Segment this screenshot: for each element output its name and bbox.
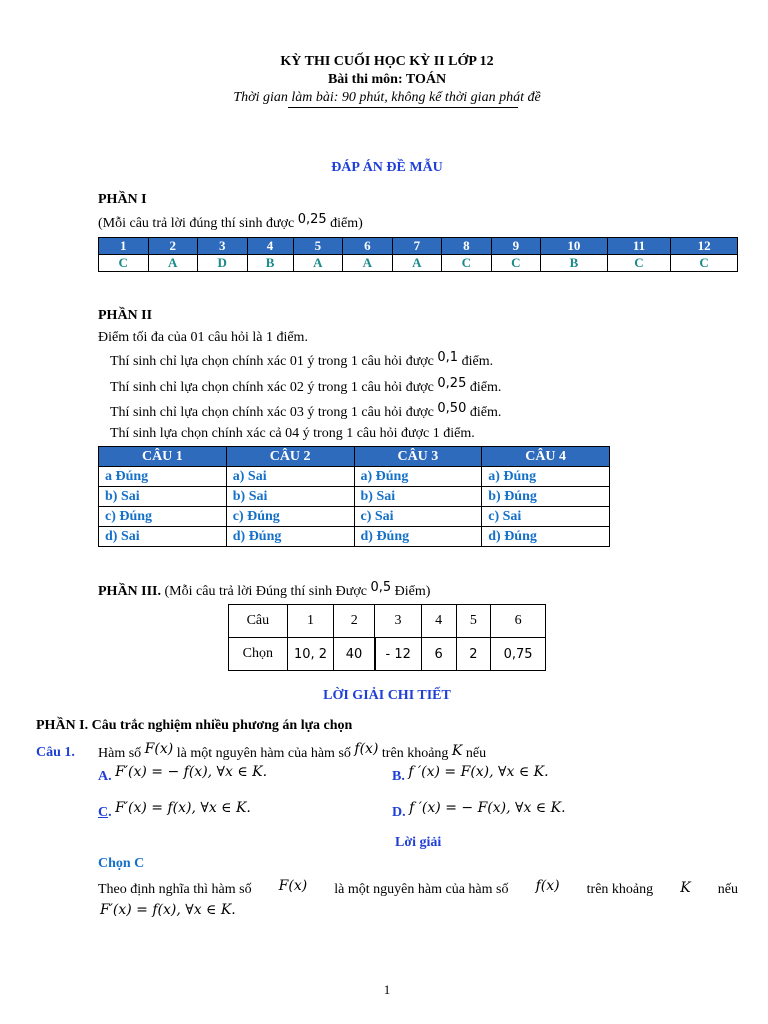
part1-question-cell: 4 xyxy=(247,238,293,255)
part3-answer-cell: 0,75 xyxy=(491,638,546,671)
part1-answer-cell: A xyxy=(392,255,442,272)
part2-answer-cell: c) Sai xyxy=(354,507,482,527)
part2-rule-1 xyxy=(110,350,494,370)
rule-text: Thí sinh chỉ lựa chọn chính xác 01 ý trong 1 câu hỏi được xyxy=(110,354,434,369)
rule-text: Thí sinh chỉ lựa chọn chính xác 02 ý trong 1 câu hỏi được xyxy=(110,380,434,395)
rule-value: 0,50 xyxy=(437,401,467,416)
part1-question-cell: 5 xyxy=(293,238,343,255)
page-number: 1 xyxy=(383,982,391,997)
option-label: C xyxy=(98,805,109,820)
part1-question-cell: 6 xyxy=(343,238,393,255)
option-formula: F′(x) = f(x), ∀x ∈ K. xyxy=(115,800,251,816)
q1-option-d[interactable] xyxy=(392,800,566,820)
rule-suffix: điểm. xyxy=(469,380,502,395)
part1-question-cell: 1 xyxy=(99,238,149,255)
part1-question-cell: 7 xyxy=(392,238,442,255)
rule-suffix: điểm. xyxy=(461,354,494,369)
q1-solution-label: Lời giải xyxy=(395,835,442,850)
part3-answer-cell: 2 xyxy=(456,638,491,671)
answer-key-title: ĐÁP ÁN ĐỀ MẪU xyxy=(331,160,443,175)
part1-heading: PHẦN I xyxy=(98,192,147,207)
part2-answer-table xyxy=(98,446,610,547)
part2-answer-cell: d) Đúng xyxy=(482,527,610,547)
part2-rule-2 xyxy=(110,376,502,396)
section1-heading: PHẦN I. Câu trắc nghiệm nhiều phương án lựa chọn xyxy=(36,718,353,733)
option-label-dot: . xyxy=(108,805,112,820)
part1-answer-cell: A xyxy=(343,255,393,272)
q1-stem-text: nếu xyxy=(465,746,487,761)
part2-answer-cell: b) Sai xyxy=(99,487,227,507)
q1-option-c[interactable] xyxy=(98,800,251,820)
option-formula: f ′(x) = F(x), ∀x ∈ K. xyxy=(408,764,549,780)
part3-question-row xyxy=(229,605,546,638)
rule-value: 0,25 xyxy=(437,376,467,391)
part2-table-row xyxy=(99,467,610,487)
part1-question-cell: 12 xyxy=(671,238,738,255)
explain-fx: f(x) xyxy=(535,878,560,894)
part1-question-cell: 2 xyxy=(148,238,198,255)
rule-value: 0,1 xyxy=(437,350,459,365)
part1-question-cell: 3 xyxy=(198,238,248,255)
part3-row-label: Chọn xyxy=(229,638,288,671)
solution-title: LỜI GIẢI CHI TIẾT xyxy=(323,688,451,703)
part2-heading: PHẦN II xyxy=(98,308,153,323)
q1-option-a[interactable] xyxy=(98,764,268,784)
part1-question-row xyxy=(99,238,738,255)
explain-text: nếu xyxy=(717,882,738,897)
part3-answer-row xyxy=(229,638,546,671)
explain-text: là một nguyên hàm của hàm số xyxy=(334,882,509,897)
q1-stem-K: K xyxy=(451,743,463,759)
part2-answer-cell: b) Sai xyxy=(226,487,354,507)
part3-question-cell: 3 xyxy=(375,605,422,638)
part1-note-suffix: điểm) xyxy=(330,216,363,231)
part1-answer-cell: D xyxy=(198,255,248,272)
q1-stem-text: trên khoảng xyxy=(381,746,449,761)
part3-answer-cell: - 12 xyxy=(375,638,422,671)
part1-note xyxy=(98,212,363,232)
part2-answer-cell: a) Đúng xyxy=(482,467,610,487)
part2-answer-cell: a) Sai xyxy=(226,467,354,487)
part2-answer-cell: d) Sai xyxy=(99,527,227,547)
part2-answer-cell: a) Đúng xyxy=(354,467,482,487)
part3-answer-cell: 6 xyxy=(421,638,456,671)
option-label: A. xyxy=(98,769,112,784)
rule-text: Thí sinh chỉ lựa chọn chính xác 03 ý trong 1 câu hỏi được xyxy=(110,405,434,420)
part3-question-cell: 6 xyxy=(491,605,546,638)
part1-answer-cell: A xyxy=(148,255,198,272)
part3-question-cell: 2 xyxy=(334,605,375,638)
part3-answer-cell: 10, 2 xyxy=(287,638,334,671)
part3-answer-table xyxy=(228,604,546,671)
part2-table-row xyxy=(99,527,610,547)
part1-answer-cell: A xyxy=(293,255,343,272)
part1-question-cell: 9 xyxy=(491,238,541,255)
part1-question-cell: 11 xyxy=(607,238,670,255)
part1-answer-table xyxy=(98,237,738,272)
explain-text: Theo định nghĩa thì hàm số xyxy=(98,882,252,897)
part3-note xyxy=(98,580,431,600)
part2-answer-cell: d) Đúng xyxy=(226,527,354,547)
part2-column-header: CÂU 2 xyxy=(226,447,354,467)
explain-Fx: F(x) xyxy=(278,878,308,894)
part2-answer-cell: b) Đúng xyxy=(482,487,610,507)
part3-question-cell: 1 xyxy=(287,605,334,638)
part1-answer-row xyxy=(99,255,738,272)
q1-explanation xyxy=(98,878,738,898)
part1-answer-cell: B xyxy=(541,255,608,272)
explain-text: trên khoảng xyxy=(586,882,654,897)
q1-label: Câu 1. xyxy=(36,745,75,760)
q1-option-b[interactable] xyxy=(392,764,549,784)
q1-stem-Fx: F(x) xyxy=(144,741,174,757)
part2-rule-4: Thí sinh lựa chọn chính xác cả 04 ý trong 1 câu hỏi được 1 điểm. xyxy=(110,426,475,441)
option-label: B. xyxy=(392,769,405,784)
part3-note-value: 0,5 xyxy=(370,580,392,595)
part1-answer-cell: C xyxy=(442,255,492,272)
part2-header-row xyxy=(99,447,610,467)
part2-answer-cell: c) Sai xyxy=(482,507,610,527)
q1-stem-text: là một nguyên hàm của hàm số xyxy=(176,746,351,761)
part2-answer-cell: c) Đúng xyxy=(99,507,227,527)
rule-suffix: điểm. xyxy=(469,405,502,420)
part1-answer-cell: B xyxy=(247,255,293,272)
option-label: D. xyxy=(392,805,406,820)
header-divider xyxy=(288,107,518,108)
q1-stem-fx: f(x) xyxy=(354,741,379,757)
part3-answer-cell: 40 xyxy=(334,638,375,671)
part2-column-header: CÂU 3 xyxy=(354,447,482,467)
explain-K: K xyxy=(680,880,691,896)
part2-table-row xyxy=(99,507,610,527)
part2-answer-cell: c) Đúng xyxy=(226,507,354,527)
part1-answer-cell: C xyxy=(607,255,670,272)
q1-stem xyxy=(98,741,487,762)
part2-table-row xyxy=(99,487,610,507)
part3-note-text: (Mỗi câu trả lời Đúng thí sinh Được xyxy=(164,584,367,599)
part3-note-suffix: Điểm) xyxy=(394,584,431,599)
part3-heading: PHẦN III. xyxy=(98,584,162,599)
q1-choice: Chọn C xyxy=(98,856,145,871)
part2-answer-cell: d) Đúng xyxy=(354,527,482,547)
part3-question-cell: 4 xyxy=(421,605,456,638)
part3-question-cell: 5 xyxy=(456,605,491,638)
q1-stem-text: Hàm số xyxy=(98,746,142,761)
q1-explanation-formula: F′(x) = f(x), ∀x ∈ K. xyxy=(100,902,236,918)
part2-max-note: Điểm tối đa của 01 câu hỏi là 1 điểm. xyxy=(98,330,308,345)
part1-answer-cell: C xyxy=(491,255,541,272)
part2-column-header: CÂU 4 xyxy=(482,447,610,467)
part2-answer-cell: a Đúng xyxy=(99,467,227,487)
exam-time-note: Thời gian làm bài: 90 phút, không kể thời gian phát đề xyxy=(233,90,541,105)
part1-question-cell: 8 xyxy=(442,238,492,255)
part1-note-value: 0,25 xyxy=(297,212,327,227)
part2-answer-cell: b) Sai xyxy=(354,487,482,507)
part3-row-label: Câu xyxy=(229,605,288,638)
part2-column-header: CÂU 1 xyxy=(99,447,227,467)
part1-answer-cell: C xyxy=(671,255,738,272)
part1-question-cell: 10 xyxy=(541,238,608,255)
exam-title: KỲ THI CUỐI HỌC KỲ II LỚP 12 xyxy=(280,54,494,69)
part1-note-text: (Mỗi câu trả lời đúng thí sinh được xyxy=(98,216,295,231)
part1-answer-cell: C xyxy=(99,255,149,272)
part2-rule-3 xyxy=(110,401,502,421)
option-formula: f ′(x) = − F(x), ∀x ∈ K. xyxy=(409,800,566,816)
exam-subject: Bài thi môn: TOÁN xyxy=(327,72,447,87)
option-formula: F′(x) = − f(x), ∀x ∈ K. xyxy=(115,764,268,780)
